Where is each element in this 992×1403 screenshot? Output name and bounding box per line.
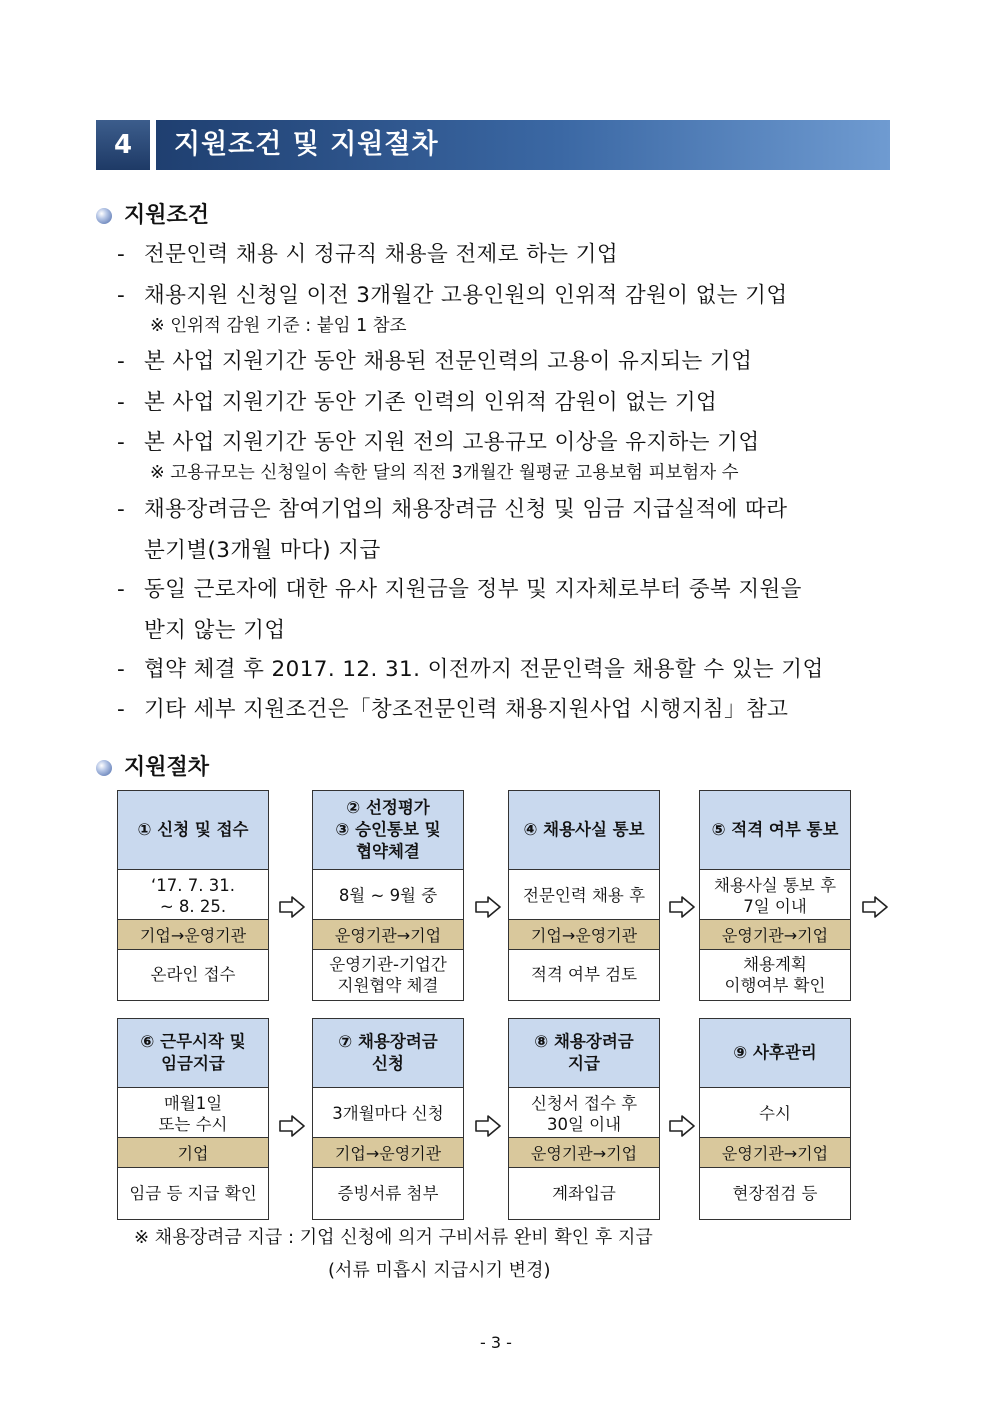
sphere-bullet-icon — [96, 208, 112, 224]
step-box — [117, 790, 269, 1001]
dash-marker: - — [117, 430, 126, 455]
step-description: 운영기관-기업간 지원협약 체결 — [329, 954, 447, 995]
step-timing: 매월1일 또는 수시 — [158, 1093, 228, 1134]
dash-marker: - — [117, 349, 126, 374]
condition-item — [117, 388, 717, 418]
condition-note: ※ 고용규모는 신청일이 속한 달의 직전 3개월간 월평균 고용보험 피보험자 수 — [150, 463, 739, 483]
step-description: 적격 여부 검토 — [530, 965, 638, 984]
dash-marker: - — [117, 283, 126, 308]
condition-continuation: 받지 않는 기업 — [144, 618, 286, 643]
step-title: ⑨ 사후관리 — [700, 1019, 850, 1088]
step-description: 채용계획 이행여부 확인 — [724, 954, 826, 995]
section-header — [96, 120, 890, 170]
step-actor: 기업 — [118, 1137, 268, 1168]
dash-marker: - — [117, 577, 126, 602]
step-actor: 운영기관→기업 — [509, 1137, 659, 1168]
step-box — [312, 1018, 464, 1220]
procedure-footnote: ※ 채용장려금 지급 : 기업 신청에 의거 구비서류 완비 확인 후 지급 — [134, 1227, 653, 1248]
step-title: ④ 채용사실 통보 — [509, 791, 659, 870]
step-title: ② 선정평가 ③ 승인통보 및 협약체결 — [313, 791, 463, 870]
section-title-bar — [156, 120, 890, 170]
condition-text: 본 사업 지원기간 동안 기존 인력의 인위적 감원이 없는 기업 — [144, 390, 718, 415]
section-title: 지원조건 및 지원절차 — [174, 129, 439, 160]
right-arrow-icon — [669, 1115, 695, 1137]
right-arrow-icon — [279, 1115, 305, 1137]
condition-text: 협약 체결 후 2017. 12. 31. 이전까지 전문인력을 채용할 수 있는 기업 — [144, 657, 824, 682]
right-arrow-icon — [669, 896, 695, 918]
dash-marker: - — [117, 657, 126, 682]
procedure-heading-label: 지원절차 — [124, 755, 210, 780]
condition-text: 본 사업 지원기간 동안 지원 전의 고용규모 이상을 유지하는 기업 — [144, 430, 760, 455]
step-title: ⑤ 적격 여부 통보 — [700, 791, 850, 870]
page-number: - 3 - — [480, 1333, 512, 1352]
step-timing: 8월 ~ 9월 중 — [338, 886, 438, 905]
condition-item — [117, 240, 618, 270]
condition-text: 동일 근로자에 대한 유사 지원금을 정부 및 지자체로부터 중복 지원을 — [144, 577, 802, 602]
step-box — [699, 790, 851, 1001]
dash-marker: - — [117, 390, 126, 415]
step-actor: 기업→운영기관 — [509, 919, 659, 950]
right-arrow-icon — [475, 1115, 501, 1137]
step-actor: 운영기관→기업 — [700, 1137, 850, 1168]
step-title: ⑧ 채용장려금 지급 — [509, 1019, 659, 1088]
condition-text: 본 사업 지원기간 동안 채용된 전문인력의 고용이 유지되는 기업 — [144, 349, 753, 374]
right-arrow-icon — [279, 896, 305, 918]
condition-text: 채용지원 신청일 이전 3개월간 고용인원의 인위적 감원이 없는 기업 — [144, 283, 788, 308]
step-actor: 운영기관→기업 — [700, 919, 850, 950]
condition-item — [117, 575, 802, 605]
step-box — [117, 1018, 269, 1220]
step-actor: 운영기관→기업 — [313, 919, 463, 950]
condition-item — [117, 347, 752, 377]
step-title: ⑦ 채용장려금 신청 — [313, 1019, 463, 1088]
condition-text: 채용장려금은 참여기업의 채용장려금 신청 및 임금 지급실적에 따라 — [144, 497, 788, 522]
step-timing: 전문인력 채용 후 — [522, 886, 646, 905]
right-arrow-icon — [475, 896, 501, 918]
condition-item — [117, 281, 788, 311]
step-timing: 수시 — [759, 1104, 791, 1123]
step-timing: 신청서 접수 후 30일 이내 — [530, 1093, 638, 1134]
sphere-bullet-icon — [96, 760, 112, 776]
procedure-footnote-continuation: (서류 미흡시 지급시기 변경) — [328, 1260, 551, 1281]
step-description: 계좌입금 — [552, 1183, 616, 1203]
section-number: 4 — [96, 120, 150, 170]
condition-continuation: 분기별(3개월 마다) 지급 — [144, 538, 381, 563]
step-description: 현장점검 등 — [732, 1183, 818, 1203]
condition-item — [117, 495, 787, 525]
step-actor: 기업→운영기관 — [118, 919, 268, 950]
step-timing: 3개월마다 신청 — [332, 1104, 444, 1123]
conditions-heading-label: 지원조건 — [124, 203, 210, 228]
right-arrow-icon — [862, 896, 888, 918]
condition-text: 기타 세부 지원조건은「창조전문인력 채용지원사업 시행지침」참고 — [144, 697, 789, 722]
step-description: 온라인 접수 — [150, 965, 236, 984]
step-title: ⑥ 근무시작 및 임금지급 — [118, 1019, 268, 1088]
step-box — [508, 1018, 660, 1220]
dash-marker: - — [117, 497, 126, 522]
step-box — [699, 1018, 851, 1220]
dash-marker: - — [117, 242, 126, 267]
step-description: 증빙서류 첨부 — [337, 1183, 439, 1203]
step-box — [508, 790, 660, 1001]
condition-item — [117, 428, 760, 458]
condition-item — [117, 655, 824, 685]
step-description: 임금 등 지급 확인 — [129, 1183, 257, 1203]
condition-item — [117, 695, 788, 725]
step-box — [312, 790, 464, 1001]
step-timing: ‘17. 7. 31. ~ 8. 25. — [151, 875, 235, 916]
step-timing: 채용사실 통보 후 7일 이내 — [713, 875, 837, 916]
dash-marker: - — [117, 697, 126, 722]
condition-note: ※ 인위적 감원 기준 : 붙임 1 참조 — [150, 316, 407, 336]
condition-text: 전문인력 채용 시 정규직 채용을 전제로 하는 기업 — [144, 242, 619, 267]
step-actor: 기업→운영기관 — [313, 1137, 463, 1168]
step-title: ① 신청 및 접수 — [118, 791, 268, 870]
